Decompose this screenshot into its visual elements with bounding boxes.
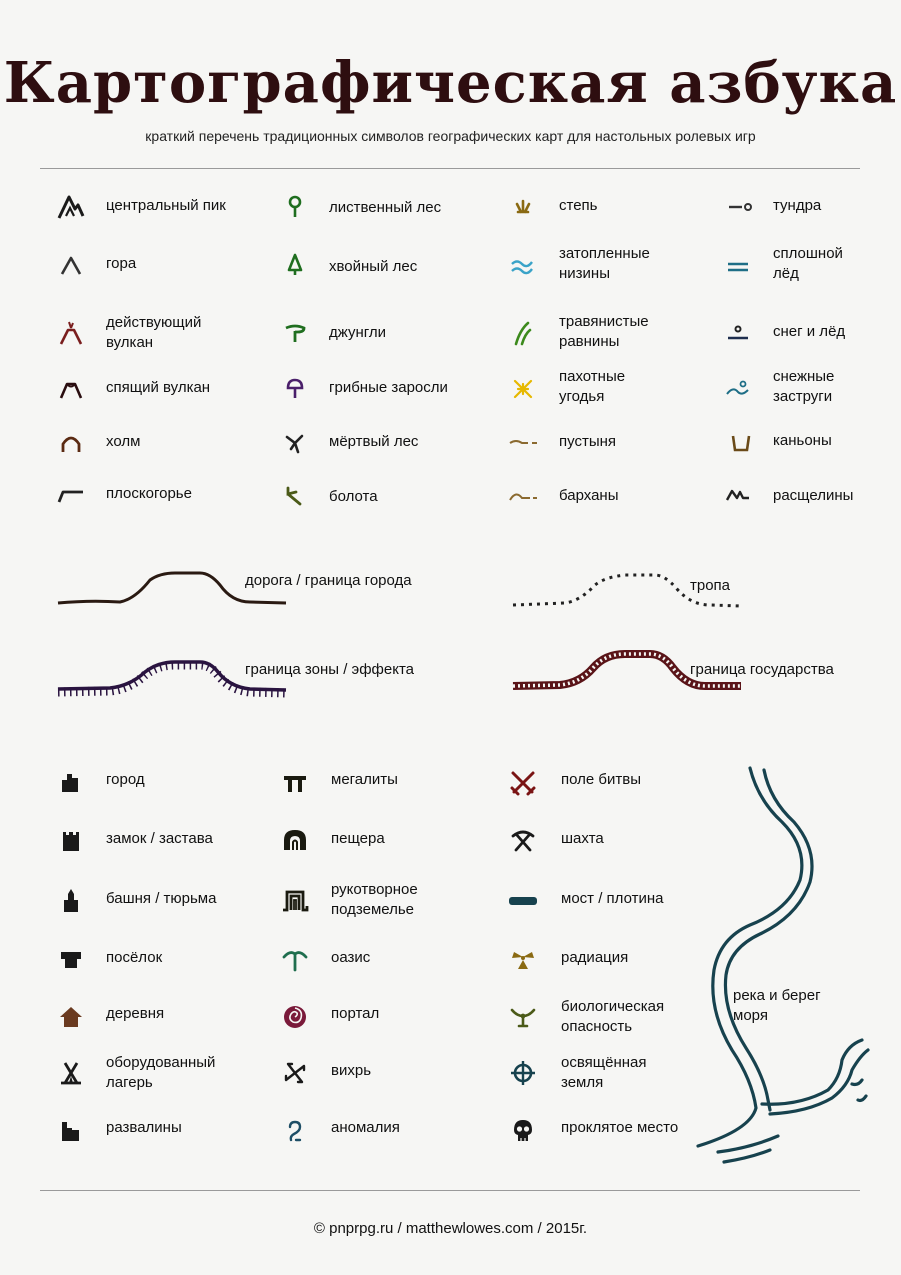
trail-label: тропа [690,577,731,594]
cave-icon [280,826,310,856]
deciduous-forest-label: лиственный лес [329,199,442,216]
swamp-label: болота [329,488,378,505]
mine-item [508,826,538,856]
canyon-icon [726,428,756,458]
dungeon-item [280,886,310,916]
river-coast-label: река и берег моря [733,987,821,1024]
deciduous-tree-icon [280,192,310,222]
dormant-volcano-item [56,374,86,404]
settlement-item [56,944,86,974]
castle-icon [56,826,86,856]
zone-label: граница зоны / эффекта [245,661,414,678]
biohazard-icon [508,1002,538,1032]
ruins-item [56,1116,86,1146]
desert-label: пустыня [559,433,617,450]
whirlwind-label: вихрь [331,1062,372,1079]
river-coast-illustration [690,760,880,1170]
bottom-divider [40,1190,860,1191]
biohazard-item [508,1002,538,1032]
farmland-label: пахотные угодья [559,368,626,405]
flooded-lowlands-label: затопленные низины [559,245,650,282]
dormant-volcano-icon [56,374,86,404]
desert-icon [508,428,538,458]
bridge-item [508,886,538,916]
cursed-place-item [508,1116,538,1146]
whirlwind-icon [280,1058,310,1088]
active-volcano-item [56,318,86,348]
megalith-label: мегалиты [331,771,398,788]
sastrugi-label: снежные заструги [773,368,835,405]
portal-spiral-icon [280,1002,310,1032]
canyon-label: каньоны [773,432,832,449]
conifer-forest-label: хвойный лес [329,258,418,275]
dunes-label: барханы [559,487,619,504]
dead-forest-label: мёртвый лес [329,433,419,450]
castle-item [56,826,86,856]
tower-item [56,886,86,916]
village-house-icon [56,1002,86,1032]
mountain-item [56,250,86,280]
dungeon-icon [280,886,310,916]
flooded-lowlands-item [508,252,538,282]
hallowed-ground-item [508,1058,538,1088]
wheat-icon [508,374,538,404]
page-subtitle: краткий перечень традиционных символов географических карт для настольных ролевых игр [145,128,756,144]
battlefield-label: поле битвы [561,771,641,788]
dead-forest-item [280,428,310,458]
bridge-icon [508,886,538,916]
footer-credits: © pnprpg.ru / matthewlowes.com / 2015г. [313,1220,588,1237]
castle-label: замок / застава [106,830,213,847]
anomaly-item [280,1116,310,1146]
dead-tree-icon [280,428,310,458]
dunes-icon [508,480,538,510]
ice-icon [724,252,754,282]
water-waves-icon [508,252,538,282]
settlement-icon [56,944,86,974]
plateau-icon [56,480,86,510]
village-label: деревня [106,1005,165,1022]
solid-ice-item [724,252,754,282]
central-peak-label: центральный пик [106,197,226,214]
tower-icon [56,886,86,916]
active-volcano-icon [56,318,86,348]
crevasse-icon [724,480,754,510]
whirlwind-item [280,1058,310,1088]
crevasse-item [724,480,754,510]
megalith-item [280,768,310,798]
steppe-icon [508,192,538,222]
deciduous-forest-item [280,192,310,222]
battlefield-item [508,768,538,798]
crevasse-label: расщелины [773,487,854,504]
pickaxe-icon [508,826,538,856]
hill-label: холм [106,433,141,450]
biohazard-label: биологическая опасность [561,998,665,1035]
mountain-label: гора [106,255,137,272]
grassland-label: травянистые равнины [559,313,649,350]
solid-ice-label: сплошной лёд [773,245,843,282]
cursed-place-label: проклятое место [561,1119,679,1136]
snow-ice-item [724,318,754,348]
dungeon-label: рукотворное подземелье [331,881,418,918]
hill-icon [56,428,86,458]
radiation-item [508,944,538,974]
hill-item [56,428,86,458]
mountain-icon [56,250,86,280]
plateau-item [56,480,86,510]
city-label: город [106,771,145,788]
anomaly-icon [280,1116,310,1146]
conifer-forest-item [280,250,310,280]
dormant-volcano-label: спящий вулкан [106,379,211,396]
jungle-item [280,318,310,348]
tundra-label: тундра [773,197,822,214]
mushroom-label: грибные заросли [329,379,448,396]
megalith-icon [280,768,310,798]
grass-icon [508,318,538,348]
ruins-icon [56,1116,86,1146]
road-label: дорога / граница города [245,572,412,589]
jungle-label: джунгли [329,324,387,341]
conifer-tree-icon [280,250,310,280]
anomaly-label: аномалия [331,1119,400,1136]
camp-item [56,1058,86,1088]
oasis-label: оазис [331,949,371,966]
tower-label: башня / тюрьма [106,890,217,907]
steppe-item [508,192,538,222]
cave-item [280,826,310,856]
radiation-label: радиация [561,949,629,966]
grassland-item [508,318,538,348]
swamp-item [280,480,310,510]
ruins-label: развалины [106,1119,182,1136]
camp-tent-icon [56,1058,86,1088]
top-divider [40,168,860,169]
hallowed-ground-label: освящённая земля [561,1054,647,1091]
state-border-label: граница государства [690,661,834,678]
crossed-swords-icon [508,768,538,798]
central-peak-icon [56,192,86,222]
mushroom-icon [280,374,310,404]
tundra-icon [726,192,756,222]
cave-label: пещера [331,830,385,847]
steppe-label: степь [559,197,598,214]
city-item [56,768,86,798]
snow-icon [724,318,754,348]
desert-item [508,428,538,458]
mine-label: шахта [561,830,604,847]
central-peak-item [56,192,86,222]
skull-icon [508,1116,538,1146]
palm-icon [280,944,310,974]
city-icon [56,768,86,798]
camp-label: оборудованный лагерь [106,1054,216,1091]
oasis-item [280,944,310,974]
jungle-tree-icon [280,318,310,348]
farmland-item [508,374,538,404]
sastrugi-item [724,374,754,404]
crosshair-icon [508,1058,538,1088]
radiation-icon [508,944,538,974]
mushroom-item [280,374,310,404]
village-item [56,1002,86,1032]
portal-item [280,1002,310,1032]
portal-label: портал [331,1005,380,1022]
plateau-label: плоскогорье [106,485,192,502]
active-volcano-label: действующий вулкан [106,314,202,351]
page-title: Картографическая азбука [3,50,898,116]
tundra-item [726,192,756,222]
sastrugi-icon [724,374,754,404]
settlement-label: посёлок [106,949,163,966]
dunes-item [508,480,538,510]
snow-ice-label: снег и лёд [773,323,846,340]
swamp-icon [280,480,310,510]
canyon-item [726,428,756,458]
bridge-label: мост / плотина [561,890,664,907]
